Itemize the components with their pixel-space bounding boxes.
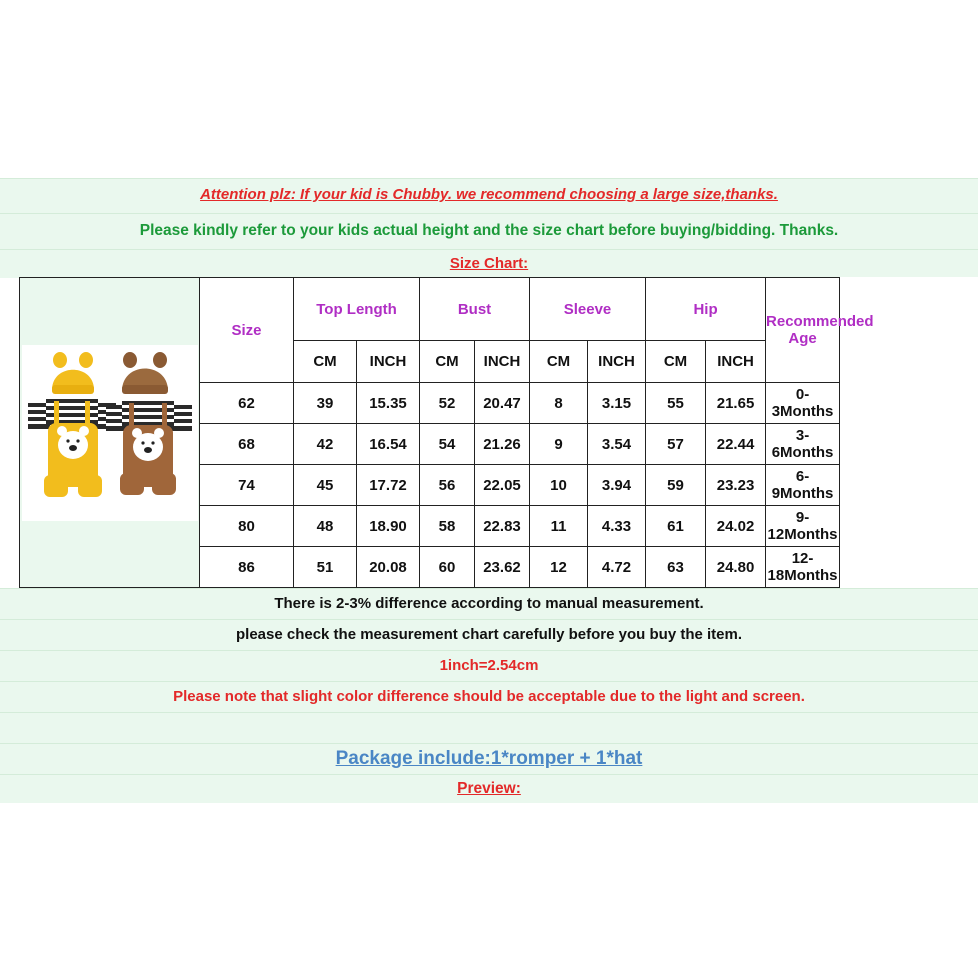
hip-cm-cell: 61 (646, 506, 706, 547)
header-size: Size (200, 278, 294, 383)
hip-cm-cell: 59 (646, 465, 706, 506)
size-cell: 86 (200, 547, 294, 588)
age-cell: 6-9Months (766, 465, 840, 506)
top-length-cm-cell: 42 (294, 424, 357, 465)
hip-cm-cell: 57 (646, 424, 706, 465)
hip-inch-cell: 22.44 (706, 424, 766, 465)
attention-text: Attention plz: If your kid is Chubby. we recommend choosing a large size,thanks. (200, 186, 778, 203)
size-cell: 62 (200, 383, 294, 424)
bust-inch-cell: 22.83 (475, 506, 530, 547)
top-length-cm-cell: 51 (294, 547, 357, 588)
age-cell: 3-6Months (766, 424, 840, 465)
hip-inch-cell: 21.65 (706, 383, 766, 424)
hip-inch-cell: 24.80 (706, 547, 766, 588)
subheader-inch: INCH (706, 341, 766, 383)
subheader-cm: CM (294, 341, 357, 383)
header-bust: Bust (420, 278, 530, 341)
color-difference-note: Please note that slight color difference should be acceptable due to the light and screen. (173, 688, 805, 705)
sleeve-cm-cell: 11 (530, 506, 588, 547)
subheader-inch: INCH (588, 341, 646, 383)
sleeve-inch-cell: 3.54 (588, 424, 646, 465)
yellow-romper-image (28, 352, 116, 497)
subheader-cm: CM (530, 341, 588, 383)
preview-label: Preview: (457, 780, 521, 797)
sleeve-cm-cell: 8 (530, 383, 588, 424)
package-include-text: Package include:1*romper + 1*hat (335, 748, 643, 769)
sleeve-cm-cell: 9 (530, 424, 588, 465)
subheader-cm: CM (646, 341, 706, 383)
bust-cm-cell: 58 (420, 506, 475, 547)
hip-inch-cell: 24.02 (706, 506, 766, 547)
header-top-length: Top Length (294, 278, 420, 341)
top-length-cm-cell: 39 (294, 383, 357, 424)
top-length-cm-cell: 45 (294, 465, 357, 506)
top-length-inch-cell: 17.72 (357, 465, 420, 506)
product-image (22, 345, 198, 521)
subheader-inch: INCH (475, 341, 530, 383)
age-cell: 12-18Months (766, 547, 840, 588)
header-recommended-age: Recommended Age (766, 278, 840, 383)
top-length-inch-cell: 18.90 (357, 506, 420, 547)
bust-inch-cell: 22.05 (475, 465, 530, 506)
sleeve-inch-cell: 4.33 (588, 506, 646, 547)
size-cell: 68 (200, 424, 294, 465)
sleeve-cm-cell: 10 (530, 465, 588, 506)
size-chart-table (19, 277, 978, 588)
hip-cm-cell: 55 (646, 383, 706, 424)
age-cell: 0-3Months (766, 383, 840, 424)
check-chart-note: please check the measurement chart carefully before you buy the item. (235, 626, 742, 643)
header-sleeve: Sleeve (530, 278, 646, 341)
inch-conversion-note: 1inch=2.54cm (439, 657, 539, 674)
bust-cm-cell: 60 (420, 547, 475, 588)
age-cell: 9-12Months (766, 506, 840, 547)
subheader-inch: INCH (357, 341, 420, 383)
hip-cm-cell: 63 (646, 547, 706, 588)
bust-inch-cell: 23.62 (475, 547, 530, 588)
sleeve-inch-cell: 3.15 (588, 383, 646, 424)
hip-inch-cell: 23.23 (706, 465, 766, 506)
top-length-inch-cell: 15.35 (357, 383, 420, 424)
size-cell: 74 (200, 465, 294, 506)
product-image-cell (20, 278, 200, 588)
top-length-cm-cell: 48 (294, 506, 357, 547)
size-chart-title: Size Chart: (449, 255, 529, 272)
measurement-difference-note: There is 2-3% difference according to manual measurement. (274, 595, 704, 612)
spacer-band (0, 712, 978, 743)
bust-inch-cell: 20.47 (475, 383, 530, 424)
sleeve-inch-cell: 3.94 (588, 465, 646, 506)
header-hip: Hip (646, 278, 766, 341)
size-cell: 80 (200, 506, 294, 547)
bust-cm-cell: 52 (420, 383, 475, 424)
sleeve-inch-cell: 4.72 (588, 547, 646, 588)
bust-cm-cell: 54 (420, 424, 475, 465)
brown-romper-image (106, 352, 192, 495)
top-length-inch-cell: 16.54 (357, 424, 420, 465)
top-length-inch-cell: 20.08 (357, 547, 420, 588)
subheader-cm: CM (420, 341, 475, 383)
sleeve-cm-cell: 12 (530, 547, 588, 588)
refer-text: Please kindly refer to your kids actual height and the size chart before buying/bidding. Thanks. (139, 222, 839, 239)
bust-cm-cell: 56 (420, 465, 475, 506)
bust-inch-cell: 21.26 (475, 424, 530, 465)
